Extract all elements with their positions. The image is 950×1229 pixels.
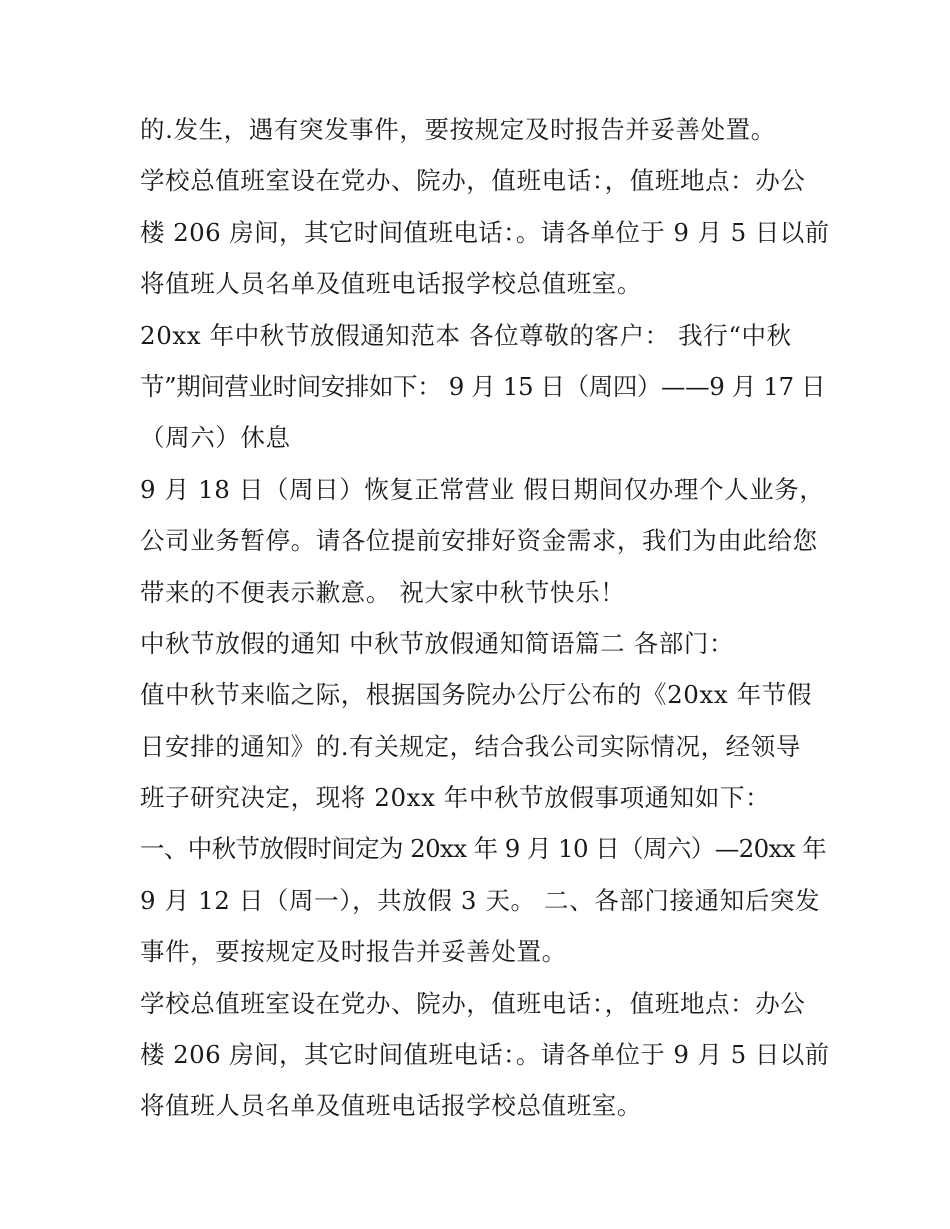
text-line-5: 20xx 年中秋节放假通知范本 各位尊敬的客户： 我行“中秋 [140,320,792,350]
text-line-13: 日安排的通知》的.有关规定，结合我公司实际情况，经领导 [140,731,801,761]
text-line-17: 事件，要按规定及时报告并妥善处置。 [140,937,567,967]
text-line-7: （周六）休息 [140,423,291,453]
text-line-10: 带来的不便表示歉意。 祝大家中秋节快乐！ [140,577,626,607]
text-line-2: 学校总值班室设在党办、院办，值班电话：，值班地点：办公 [140,166,806,196]
document-body [140,104,830,1132]
text-line-12: 值中秋节来临之际，根据国务院办公厅公布的《20xx 年节假 [140,680,812,710]
text-line-4: 将值班人员名单及值班电话报学校总值班室。 [140,269,642,299]
text-line-19: 楼 206 房间，其它时间值班电话：。请各单位于 9 月 5 日以前 [140,1040,830,1070]
text-line-3: 楼 206 房间，其它时间值班电话：。请各单位于 9 月 5 日以前 [140,217,830,247]
text-line-9: 公司业务暂停。请各位提前安排好资金需求，我们为由此给您 [140,526,818,556]
text-line-18: 学校总值班室设在党办、院办，值班电话：，值班地点：办公 [140,988,806,1018]
text-line-11: 中秋节放假的通知 中秋节放假通知简语篇二 各部门： [140,628,735,658]
text-line-8: 9 月 18 日（周日）恢复正常营业 假日期间仅办理个人业务， [140,474,825,504]
text-line-16: 9 月 12 日（周一），共放假 3 天。 二、各部门接通知后突发 [140,885,821,915]
text-line-14: 班子研究决定，现将 20xx 年中秋节放假事项通知如下： [140,783,771,813]
text-line-6: 节”期间营业时间安排如下： 9 月 15 日（周四）——9 月 17 日 [140,371,826,401]
text-line-20: 将值班人员名单及值班电话报学校总值班室。 [140,1091,642,1121]
text-line-15: 一、中秋节放假时间定为 20xx 年 9 月 10 日（周六）—20xx 年 [140,834,827,864]
text-line-1: 的.发生，遇有突发事件，要按规定及时报告并妥善处置。 [140,115,776,144]
